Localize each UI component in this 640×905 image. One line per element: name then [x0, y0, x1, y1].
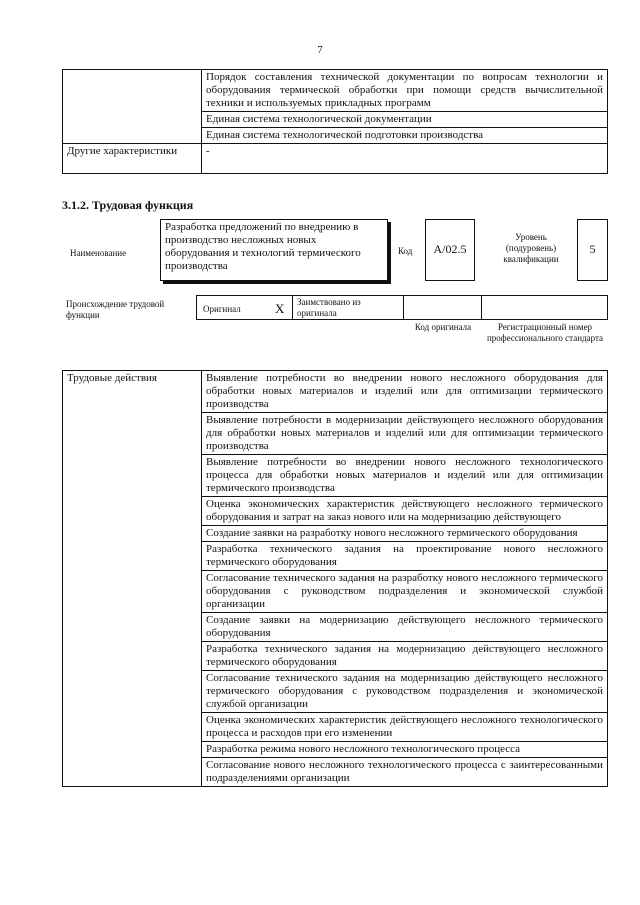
table-cell: Единая система технологической подготовки производства — [202, 128, 608, 144]
list-item: Разработка технического задания на модернизацию действующего несложного термического оборудования — [202, 642, 608, 671]
labor-actions-label: Трудовые действия — [63, 371, 202, 787]
list-item: Оценка экономических характеристик действующего несложного технологического процесса и расходов при его изменении — [202, 713, 608, 742]
name-value: Разработка предложений по внедрению в производство несложных новых оборудования и технологий термического производства — [160, 219, 388, 281]
table-cell — [63, 70, 202, 144]
code-value: А/02.5 — [425, 219, 475, 281]
list-item: Согласование технического задания на модернизацию действующего несложного термического оборудования с руководством подразделения и экономической службой организации — [202, 671, 608, 713]
list-item: Выявление потребности во внедрении нового несложного технологического процесса для обработки новых материалов и изделий или для оптимизации термического производства — [202, 455, 608, 497]
table-row — [63, 371, 608, 413]
original-mark: X — [275, 301, 285, 316]
origin-code-cell — [403, 295, 482, 320]
table-row — [63, 144, 608, 174]
origin-borrowed-cell — [292, 295, 404, 320]
code-original-label: Код оригинала — [414, 322, 472, 332]
top-table — [62, 69, 608, 174]
list-item: Оценка экономических характеристик действующего несложного термического оборудования и затрат на заказ нового или на модернизацию действующего — [202, 497, 608, 526]
table-cell: - — [202, 144, 608, 174]
list-item: Согласование технического задания на разработку нового несложного термического оборудования с руководством подразделения и экономической службой организации — [202, 571, 608, 613]
level-label: Уровень (подуровень) квалификации — [503, 232, 559, 264]
page-number: 7 — [317, 44, 323, 56]
original-label: Оригинал — [203, 304, 241, 314]
level-value: 5 — [577, 219, 608, 281]
table-row — [63, 70, 608, 112]
list-item: Выявление потребности в модернизации действующего несложного оборудования для обработки новых материалов и изделий или для оптимизации термического производства — [202, 413, 608, 455]
list-item: Разработка режима нового несложного технологического процесса — [202, 742, 608, 758]
list-item: Создание заявки на разработку нового несложного термического оборудования — [202, 526, 608, 542]
list-item: Выявление потребности во внедрении нового несложного оборудования для обработки новых материалов и изделий или для оптимизации термического производства — [202, 371, 608, 413]
code-label: Код — [398, 246, 413, 256]
name-label: Наименование — [70, 248, 127, 258]
list-item: Создание заявки на модернизацию действующего несложного термического оборудования — [202, 613, 608, 642]
borrowed-label: Заимствовано из оригинала — [297, 297, 361, 318]
table-cell: Другие характеристики — [63, 144, 202, 174]
origin-label: Происхождение трудовой функции — [66, 299, 165, 320]
origin-reg-cell — [481, 295, 608, 320]
table-cell: Порядок составления технической документации по вопросам технологии и оборудования термической обработки при помощи средств вычислительной техники и используемых прикладных программ — [202, 70, 608, 112]
list-item: Согласование нового несложного технологического процесса с заинтересованными подразделениями организации — [202, 758, 608, 787]
section-heading: 3.1.2. Трудовая функция — [62, 198, 194, 212]
labor-actions-table — [62, 370, 608, 787]
table-cell: Единая система технологической документации — [202, 112, 608, 128]
list-item: Разработка технического задания на проектирование нового несложного термического оборудования — [202, 542, 608, 571]
reg-number-label: Регистрационный номер профессионального стандарта — [486, 322, 604, 343]
origin-original-cell — [196, 295, 293, 320]
